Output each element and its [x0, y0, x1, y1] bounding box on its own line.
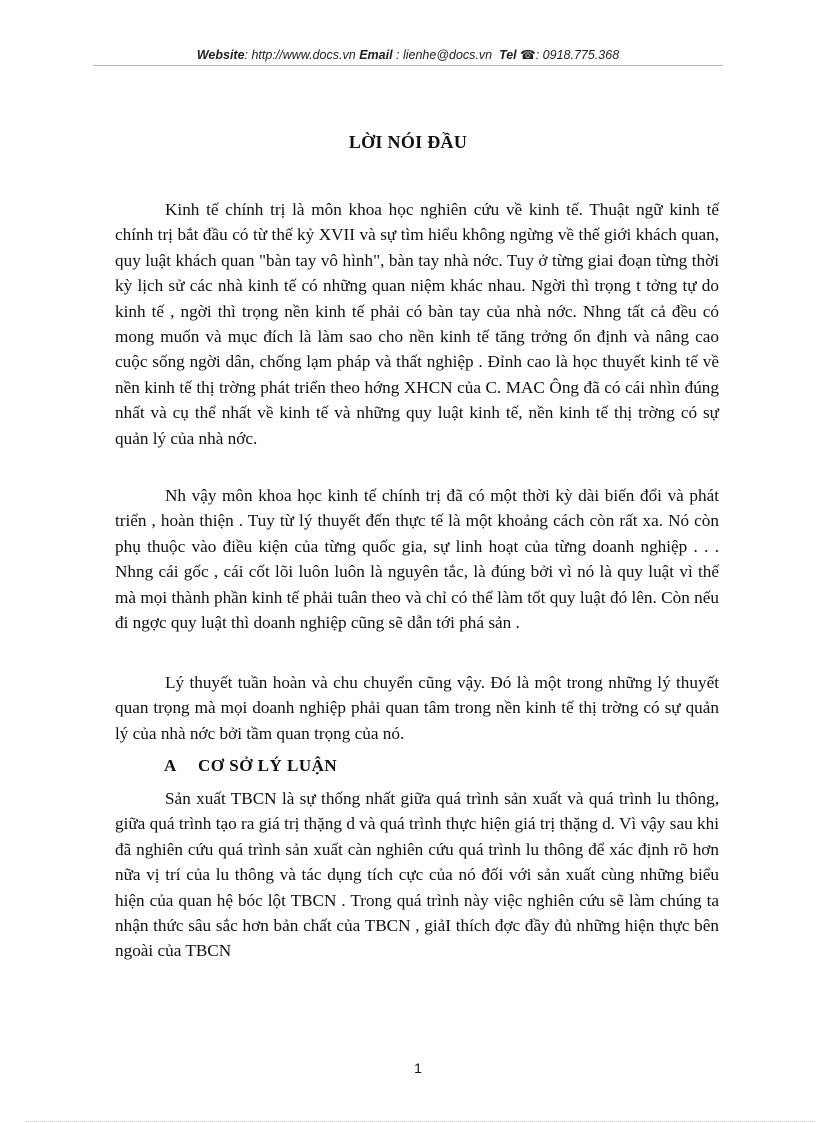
section-heading [164, 756, 337, 776]
paragraph-theory: Sản xuất TBCN là sự thống nhất giữa quá trình sản xuất và quá trình lu thông, giữa quá trình tạo ra giá trị thặng d và quá trình thực hiện giá trị thặng d. Vì vậy sau khi đã nghiên cứu quá trình sản xuất càn nghiên cứu quá trình lu thông để xác định rõ hơn nữa vị trí của lu thông và tác dụng tích cực của nó đối với sản xuất cùng những biểu hiện của quan hệ bóc lột TBCN . Trong quá trình này việc nghiên cứu sẽ làm chúng ta nhận thức sâu sắc hơn bản chất của TBCN , giảI thích đợc đầy đủ những hiện thực bên ngoài của TBCN [115, 789, 719, 961]
section-letter: A [164, 756, 177, 775]
email-label: Email [359, 48, 393, 62]
tel-value: : 0918.775.368 [535, 48, 620, 62]
website-label: Website [196, 48, 245, 62]
paragraph-intro: Kinh tế chính trị là môn khoa học nghiên cứu về kinh tế. Thuật ngữ kinh tế chính trị bắt đầu có từ thế kỷ XVII và sự tìm hiểu không ngừng về thế giới khách quan, quy luật khách quan "bàn tay vô hình", bàn tay nhà nớc. Tuy ở từng giai đoạn từng thời kỳ lịch sử các nhà kinh tế có những quan niệm khác nhau. Ngời thì trọng t tởng tự do kinh tế , ngời thì trọng nền kinh tế phải có bàn tay của nhà nớc. Nhng tất cả đều có mong muốn và mục đích là làm sao cho nền kinh tế tăng trởng ổn định và nâng cao cuộc sống ngời dân, chống lạm pháp và thất nghiệp . Đỉnh cao là học thuyết kinh tế về nền kinh tế thị trờng phát triển theo hớng XHCN của C. MAC Ông đã có cái nhìn đúng nhất và cụ thể nhất về kinh tế và những quy luật kinh tế, nền kinh tế thị trờng có sự quản lý của nhà nớc. [115, 200, 719, 448]
website-value[interactable]: : http://www.docs.vn [244, 48, 356, 62]
tel-label: Tel [499, 48, 517, 62]
document-title: LỜI NÓI ĐẦU [348, 132, 468, 152]
header-divider [93, 65, 723, 66]
paragraph-development: Nh vậy môn khoa học kinh tế chính trị đã có một thời kỳ dài biến đổi và phát triển , hoàn thiện . Tuy từ lý thuyết đến thực tế là một khoảng cách còn rất xa. Nó còn phụ thuộc vào điều kiện của từng quốc gia, sự linh hoạt của từng doanh nghiệp . . . Nhng cái gốc , cái cốt lõi luôn luôn là nguyên tắc, là đúng bởi vì nó là quy luật vì thế mà mọi thành phần kinh tế phải tuân theo và chỉ có thể làm tốt quy luật đó lên. Còn nếu đi ngợc quy luật thì doanh nghiệp cũng sẽ dẫn tới phá sản . [115, 486, 719, 633]
paragraph-circulation: Lý thuyết tuần hoàn và chu chuyển cũng vậy. Đó là một trong những lý thuyết quan trọng mà mọi doanh nghiệp phải quan tâm trong nền kinh tế thị trờng có sự quản lý của nhà nớc bởi tầm quan trọng của nó. [115, 673, 719, 743]
section-title: CƠ SỞ LÝ LUẬN [198, 756, 338, 775]
email-value[interactable]: : lienhe@docs.vn [396, 48, 493, 62]
page-header [0, 47, 816, 62]
phone-icon: ☎ [520, 48, 536, 62]
page-number: 1 [414, 1060, 422, 1076]
page-bottom-border [25, 1121, 815, 1122]
